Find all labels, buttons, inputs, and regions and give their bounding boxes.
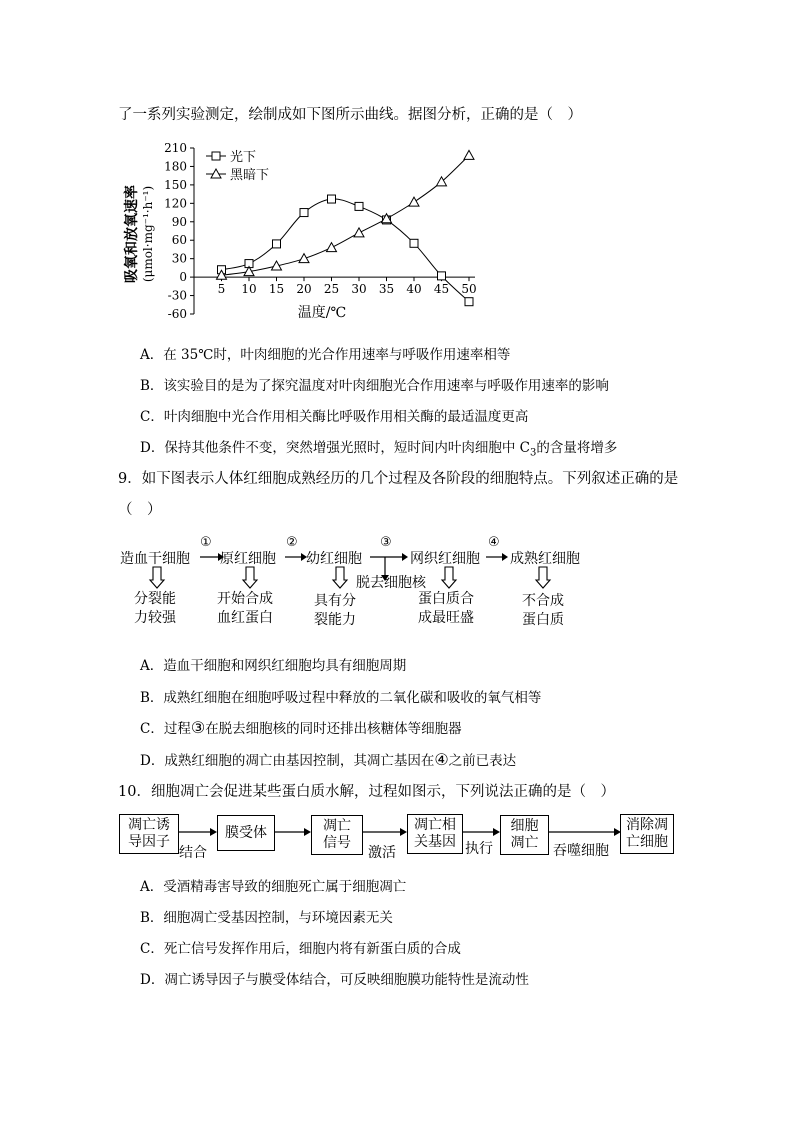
q10-stem: 10．细胞凋亡会促进某些蛋白质水解，过程如图示，下列说法正确的是（ ） <box>118 784 615 800</box>
chart-legend-label: 黑暗下 <box>230 168 270 183</box>
q9-option-a[interactable]: A．造血干细胞和网织红细胞均具有细胞周期 <box>140 658 407 674</box>
chart-x-tick-label: 25 <box>323 282 340 297</box>
chart-y-tick-label: 0 <box>179 270 187 285</box>
chart-x-tick-label: 40 <box>406 282 422 297</box>
q10-arrow-label-activate: 激活 <box>368 845 396 861</box>
chart-point-light <box>273 240 281 248</box>
q10-box-inducer: 凋亡诱 导因子 <box>119 814 179 854</box>
q10-arrow-label-execute: 执行 <box>465 841 493 857</box>
q9-option-d[interactable] <box>140 749 516 769</box>
q9-trait-3: 具有分 裂能力 <box>314 593 356 628</box>
q9-step-2: ② <box>286 535 298 550</box>
chart-y-tick-label: 60 <box>171 233 187 248</box>
chart-point-light <box>410 239 418 247</box>
temperature-oxygen-chart <box>120 138 480 330</box>
chart-x-axis-label: 温度/℃ <box>297 305 347 321</box>
q10-box-receptor: 膜受体 <box>217 815 275 851</box>
chart-y-tick-label: 180 <box>164 159 187 174</box>
q10-option-b[interactable]: B．细胞凋亡受基因控制，与环境因素无关 <box>140 910 393 926</box>
question-intro: 了一系列实验测定，绘制成如下图所示曲线。据图分析，正确的是（ ） <box>118 107 582 123</box>
q9-option-c-mark: ③ <box>190 718 206 737</box>
q9-trait-5: 不合成 蛋白质 <box>522 593 564 628</box>
q9-stem: 9．如下图表示人体红细胞成熟经历的几个过程及各阶段的细胞特点。下列叙述正确的是 <box>118 471 679 487</box>
chart-point-dark <box>327 243 337 252</box>
q10-box-genes: 凋亡相 关基因 <box>407 814 463 854</box>
chart-legend-label: 光下 <box>230 150 257 165</box>
q9-stage-3: 幼红细胞 <box>306 551 362 567</box>
q9-option-d-mark: ④ <box>434 750 449 769</box>
q9-step3-note: 脱去细胞核 <box>356 575 426 591</box>
q9-step-1: ① <box>200 535 212 550</box>
q8-option-b[interactable]: B．该实验目的是为了探究温度对叶肉细胞光合作用速率与呼吸作用速率的影响 <box>140 378 609 394</box>
chart-series-line-1 <box>222 199 470 302</box>
q9-option-d-text-end: 之前已表达 <box>448 753 517 769</box>
q9-stage-4: 网织红细胞 <box>410 551 480 567</box>
chart-y-tick-label: 150 <box>164 177 187 192</box>
chart-x-tick-label: 45 <box>433 282 450 297</box>
chart-y-tick-label: -60 <box>167 307 187 321</box>
chart-point-light <box>300 209 308 217</box>
q10-arrow-label-bind: 结合 <box>179 845 207 861</box>
q9-option-c-text: C．过程 <box>140 721 191 737</box>
chart-point-dark <box>299 254 309 263</box>
q9-trait-2: 开始合成 血红蛋白 <box>217 591 273 626</box>
q8-option-d-text: D．保持其他条件不变，突然增强光照时，短时间内叶肉细胞中 C <box>140 440 530 456</box>
q9-option-d-text: D．成熟红细胞的凋亡由基因控制，其凋亡基因在 <box>140 753 435 769</box>
chart-y-tick-label: 120 <box>164 196 187 211</box>
q10-box-signal: 凋亡 信号 <box>311 815 363 855</box>
q10-arrow-label-phagocyte: 吞噬细胞 <box>553 843 609 859</box>
chart-y-tick-label: -30 <box>167 288 187 303</box>
chart-x-tick-label: 5 <box>217 282 226 297</box>
q10-box-clearance: 消除凋 亡细胞 <box>620 814 674 854</box>
q10-option-a[interactable]: A．受酒精毒害导致的细胞死亡属于细胞凋亡 <box>140 879 407 895</box>
q10-box-apoptosis: 细胞 凋亡 <box>500 815 549 855</box>
chart-point-light <box>465 298 473 306</box>
q9-option-c[interactable] <box>140 717 462 737</box>
q9-step-4: ④ <box>488 535 500 550</box>
q9-trait-4: 蛋白质合 成最旺盛 <box>418 591 474 626</box>
chart-x-tick-label: 35 <box>378 282 395 297</box>
q9-step-3: ③ <box>380 535 392 550</box>
chart-x-tick-label: 10 <box>241 282 257 297</box>
chart-x-tick-label: 50 <box>461 282 477 297</box>
q8-option-d-subscript: 3 <box>529 447 537 459</box>
q10-option-d[interactable]: D．凋亡诱导因子与膜受体结合，可反映细胞膜功能特性是流动性 <box>140 972 529 988</box>
q9-option-b[interactable]: B．成熟红细胞在细胞呼吸过程中释放的二氧化碳和吸收的氧气相等 <box>140 690 542 706</box>
chart-y-tick-label: 30 <box>171 251 187 266</box>
q8-option-d[interactable] <box>140 436 617 459</box>
q9-stage-2: 原红细胞 <box>220 551 276 567</box>
q9-option-c-text-end: 在脱去细胞核的同时还排出核糖体等细胞器 <box>205 721 462 737</box>
chart-point-light <box>355 202 363 210</box>
chart-point-dark <box>464 150 474 159</box>
q9-stage-5: 成熟红细胞 <box>510 551 580 567</box>
chart-point-light <box>438 272 446 280</box>
chart-x-tick-label: 20 <box>296 282 312 297</box>
chart-y-axis-label: 吸氧和放氧速率 <box>124 185 140 283</box>
chart-y-axis-unit: (μmol·mg⁻¹·h⁻¹) <box>141 185 155 283</box>
chart-legend-square-marker <box>212 152 220 160</box>
q10-option-c[interactable]: C．死亡信号发挥作用后，细胞内将有新蛋白质的合成 <box>140 941 461 957</box>
chart-x-tick-label: 30 <box>351 282 367 297</box>
q9-stage-1: 造血干细胞 <box>120 551 190 567</box>
q9-stem-paren: （ ） <box>118 502 162 518</box>
chart-point-dark <box>354 228 364 237</box>
q9-trait-1: 分裂能 力较强 <box>134 591 176 626</box>
chart-x-tick-label: 15 <box>268 282 285 297</box>
chart-y-tick-label: 90 <box>171 214 187 229</box>
chart-point-light <box>328 195 336 203</box>
chart-y-tick-label: 210 <box>164 141 187 155</box>
chart-point-dark <box>409 197 419 206</box>
q8-option-c[interactable]: C．叶肉细胞中光合作用相关酶比呼吸作用相关酶的最适温度更高 <box>140 409 529 425</box>
q8-option-d-text-end: 的含量将增多 <box>536 440 618 456</box>
q8-option-a[interactable]: A．在 35℃时，叶肉细胞的光合作用速率与呼吸作用速率相等 <box>140 347 511 363</box>
